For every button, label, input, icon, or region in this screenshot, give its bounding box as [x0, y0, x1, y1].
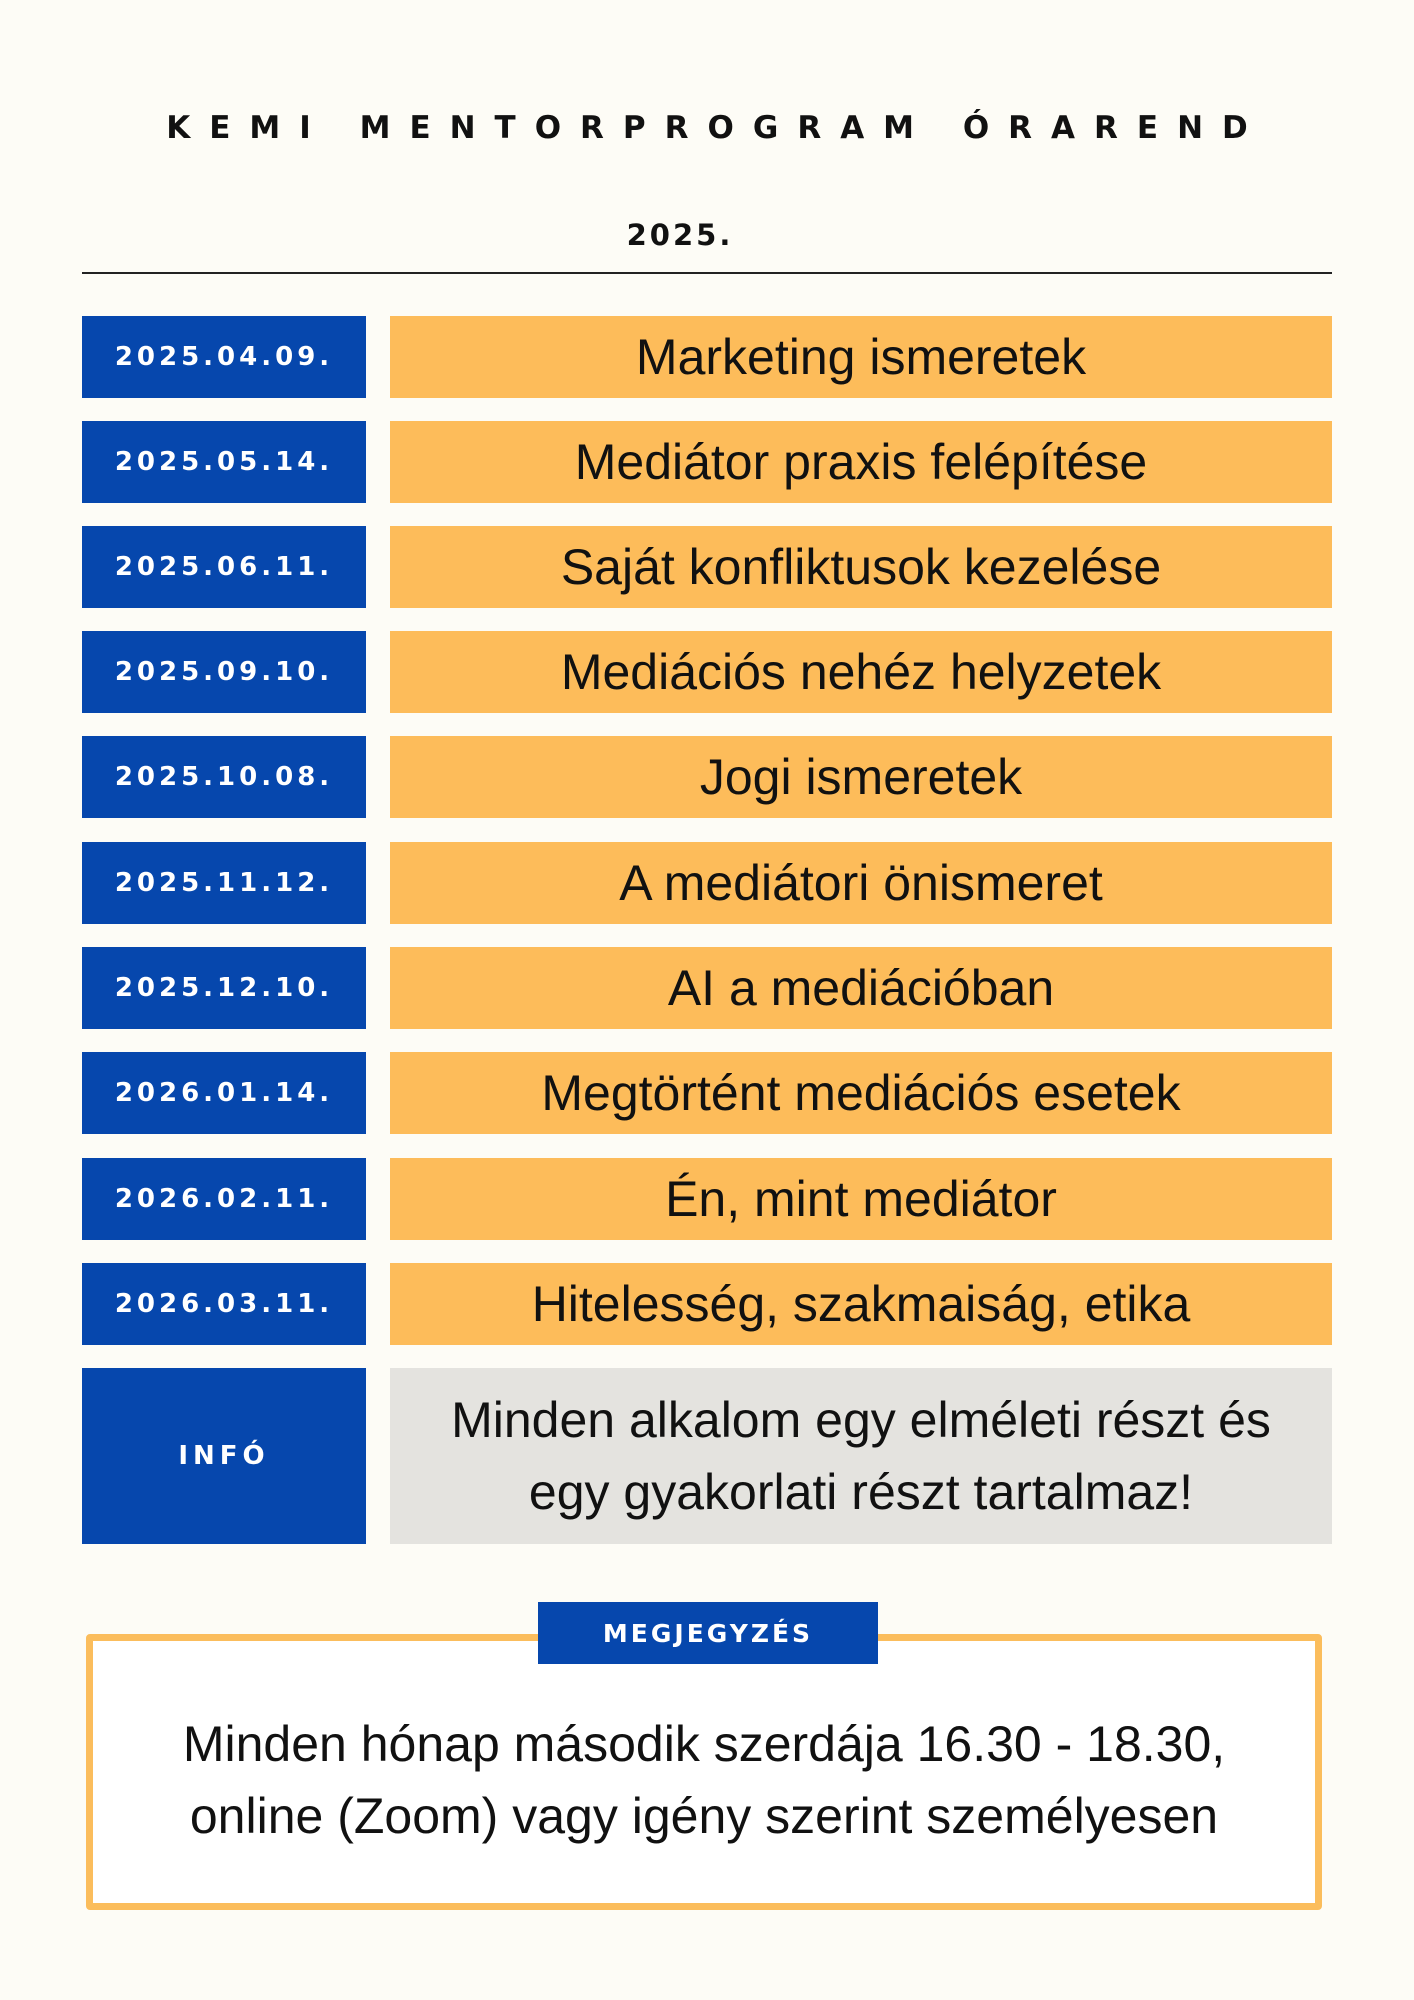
schedule-row — [82, 1052, 1332, 1134]
session-topic: Marketing ismeretek — [390, 316, 1332, 398]
schedule-row — [82, 526, 1332, 608]
schedule-row — [82, 1263, 1332, 1345]
note-label: MEGJEGYZÉS — [538, 1602, 878, 1664]
session-date: 2025.06.11. — [82, 526, 366, 608]
year-label: 2025. — [626, 218, 734, 252]
page-title: KEMI MENTORPROGRAM ÓRAREND — [166, 110, 1267, 146]
note-line: Minden hónap második szerdája 16.30 - 18.30, — [182, 1716, 1226, 1772]
session-date: 2026.01.14. — [82, 1052, 366, 1134]
schedule-row — [82, 1158, 1332, 1240]
session-topic: Jogi ismeretek — [390, 736, 1332, 818]
note-text — [100, 1708, 1308, 1852]
info-line: egy gyakorlati részt tartalmaz! — [528, 1464, 1194, 1520]
session-date: 2025.04.09. — [82, 316, 366, 398]
session-topic: Mediációs nehéz helyzetek — [390, 631, 1332, 713]
schedule-row — [82, 631, 1332, 713]
session-date: 2025.10.08. — [82, 736, 366, 818]
session-date: 2025.12.10. — [82, 947, 366, 1029]
session-topic: Én, mint mediátor — [390, 1158, 1332, 1240]
schedule-row — [82, 947, 1332, 1029]
info-label: INFÓ — [82, 1368, 366, 1544]
session-date: 2025.05.14. — [82, 421, 366, 503]
info-text — [390, 1368, 1332, 1544]
session-topic: Mediátor praxis felépítése — [390, 421, 1332, 503]
session-date: 2025.11.12. — [82, 842, 366, 924]
session-date: 2025.09.10. — [82, 631, 366, 713]
schedule-row — [82, 316, 1332, 398]
info-line: Minden alkalom egy elméleti részt és — [451, 1392, 1271, 1448]
note-line: online (Zoom) vagy igény szerint személyesen — [189, 1788, 1219, 1844]
session-topic: Megtörtént mediációs esetek — [390, 1052, 1332, 1134]
schedule-row — [82, 421, 1332, 503]
session-date: 2026.02.11. — [82, 1158, 366, 1240]
session-topic: Saját konfliktusok kezelése — [390, 526, 1332, 608]
session-date: 2026.03.11. — [82, 1263, 366, 1345]
session-topic: A mediátori önismeret — [390, 842, 1332, 924]
schedule-row — [82, 842, 1332, 924]
schedule-row — [82, 736, 1332, 818]
session-topic: Hitelesség, szakmaiság, etika — [390, 1263, 1332, 1345]
divider — [82, 272, 1332, 274]
session-topic: AI a mediációban — [390, 947, 1332, 1029]
